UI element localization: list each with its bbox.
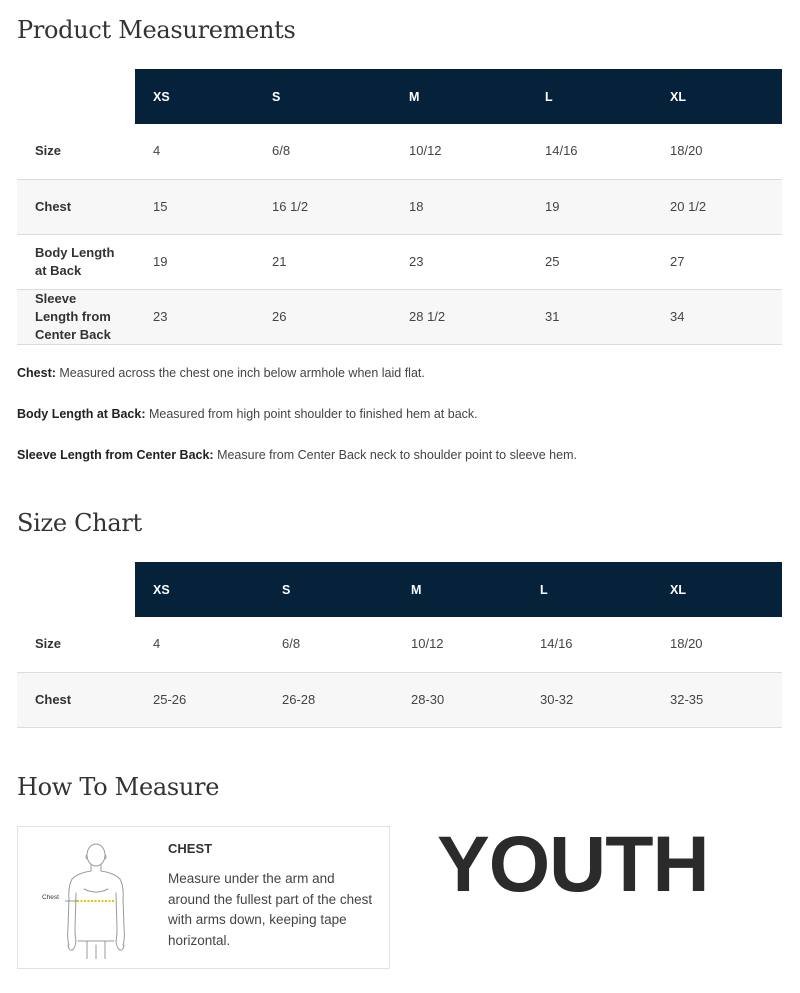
measure-description: Measure under the arm and around the fullest part of the chest with arms down, keeping tape horizontal. (168, 871, 373, 948)
table-cell: 23 (135, 289, 254, 344)
table-cell: 26 (254, 289, 391, 344)
table-row (17, 289, 782, 344)
table-row (17, 179, 782, 234)
table-cell: 14/16 (527, 124, 652, 179)
chest-measurement-figure-icon (32, 837, 152, 959)
table-cell: 25-26 (135, 672, 264, 727)
figure-label: Chest (42, 894, 59, 901)
table-cell: 26-28 (264, 672, 393, 727)
column-header: M (391, 69, 527, 124)
table-cell: 20 1/2 (652, 179, 782, 234)
table-cell: 28 1/2 (391, 289, 527, 344)
note-term: Chest: (17, 366, 56, 380)
table-cell: 14/16 (522, 617, 652, 672)
table-row (17, 234, 782, 289)
table-cell: 6/8 (264, 617, 393, 672)
table-cell: 4 (135, 124, 254, 179)
header-blank-cell (17, 69, 135, 124)
table-row (17, 124, 782, 179)
table-cell: 19 (527, 179, 652, 234)
size-chart-table (17, 562, 782, 728)
row-label: Chest (17, 672, 135, 727)
row-label: Chest (17, 179, 135, 234)
row-label: Body Length at Back (17, 234, 135, 289)
column-header: S (254, 69, 391, 124)
table-cell: 4 (135, 617, 264, 672)
note-text: Measured from high point shoulder to finished hem at back. (145, 407, 478, 421)
table-cell: 10/12 (393, 617, 522, 672)
table-cell: 19 (135, 234, 254, 289)
table-cell: 16 1/2 (254, 179, 391, 234)
note-term: Body Length at Back: (17, 407, 146, 421)
table-cell: 32-35 (652, 672, 782, 727)
table-row (17, 617, 782, 672)
how-to-measure-heading: How To Measure (17, 773, 220, 801)
youth-label: YOUTH (437, 819, 709, 908)
table-header-row (17, 69, 782, 124)
header-blank-cell (17, 562, 135, 617)
table-cell: 27 (652, 234, 782, 289)
size-chart-heading: Size Chart (17, 509, 142, 537)
column-header: L (522, 562, 652, 617)
product-measurements-heading: Product Measurements (17, 16, 296, 44)
note-text: Measured across the chest one inch below armhole when laid flat. (55, 366, 425, 380)
table-cell: 6/8 (254, 124, 391, 179)
column-header: L (527, 69, 652, 124)
measure-title: CHEST (168, 841, 213, 856)
table-cell: 28-30 (393, 672, 522, 727)
table-cell: 30-32 (522, 672, 652, 727)
table-cell: 15 (135, 179, 254, 234)
note-chest (17, 365, 777, 406)
column-header: XL (652, 562, 782, 617)
note-sleeve-length (17, 447, 777, 488)
product-measurements-table (17, 69, 782, 345)
table-header-row (17, 562, 782, 617)
table-cell: 23 (391, 234, 527, 289)
column-header: M (393, 562, 522, 617)
note-term: Sleeve Length from Center Back: (17, 448, 214, 462)
column-header: XS (135, 562, 264, 617)
table-cell: 21 (254, 234, 391, 289)
column-header: XS (135, 69, 254, 124)
table-cell: 18/20 (652, 617, 782, 672)
table-cell: 31 (527, 289, 652, 344)
note-text: Measure from Center Back neck to shoulder point to sleeve hem. (213, 448, 577, 462)
column-header: S (264, 562, 393, 617)
note-body-length (17, 406, 777, 447)
table-row (17, 672, 782, 727)
row-label: Size (17, 617, 135, 672)
measurement-notes (17, 365, 777, 488)
table-cell: 18/20 (652, 124, 782, 179)
table-cell: 18 (391, 179, 527, 234)
how-to-measure-card (17, 826, 390, 969)
row-label: Size (17, 124, 135, 179)
table-cell: 34 (652, 289, 782, 344)
table-cell: 25 (527, 234, 652, 289)
column-header: XL (652, 69, 782, 124)
row-label: Sleeve Length from Center Back (17, 289, 135, 344)
table-cell: 10/12 (391, 124, 527, 179)
